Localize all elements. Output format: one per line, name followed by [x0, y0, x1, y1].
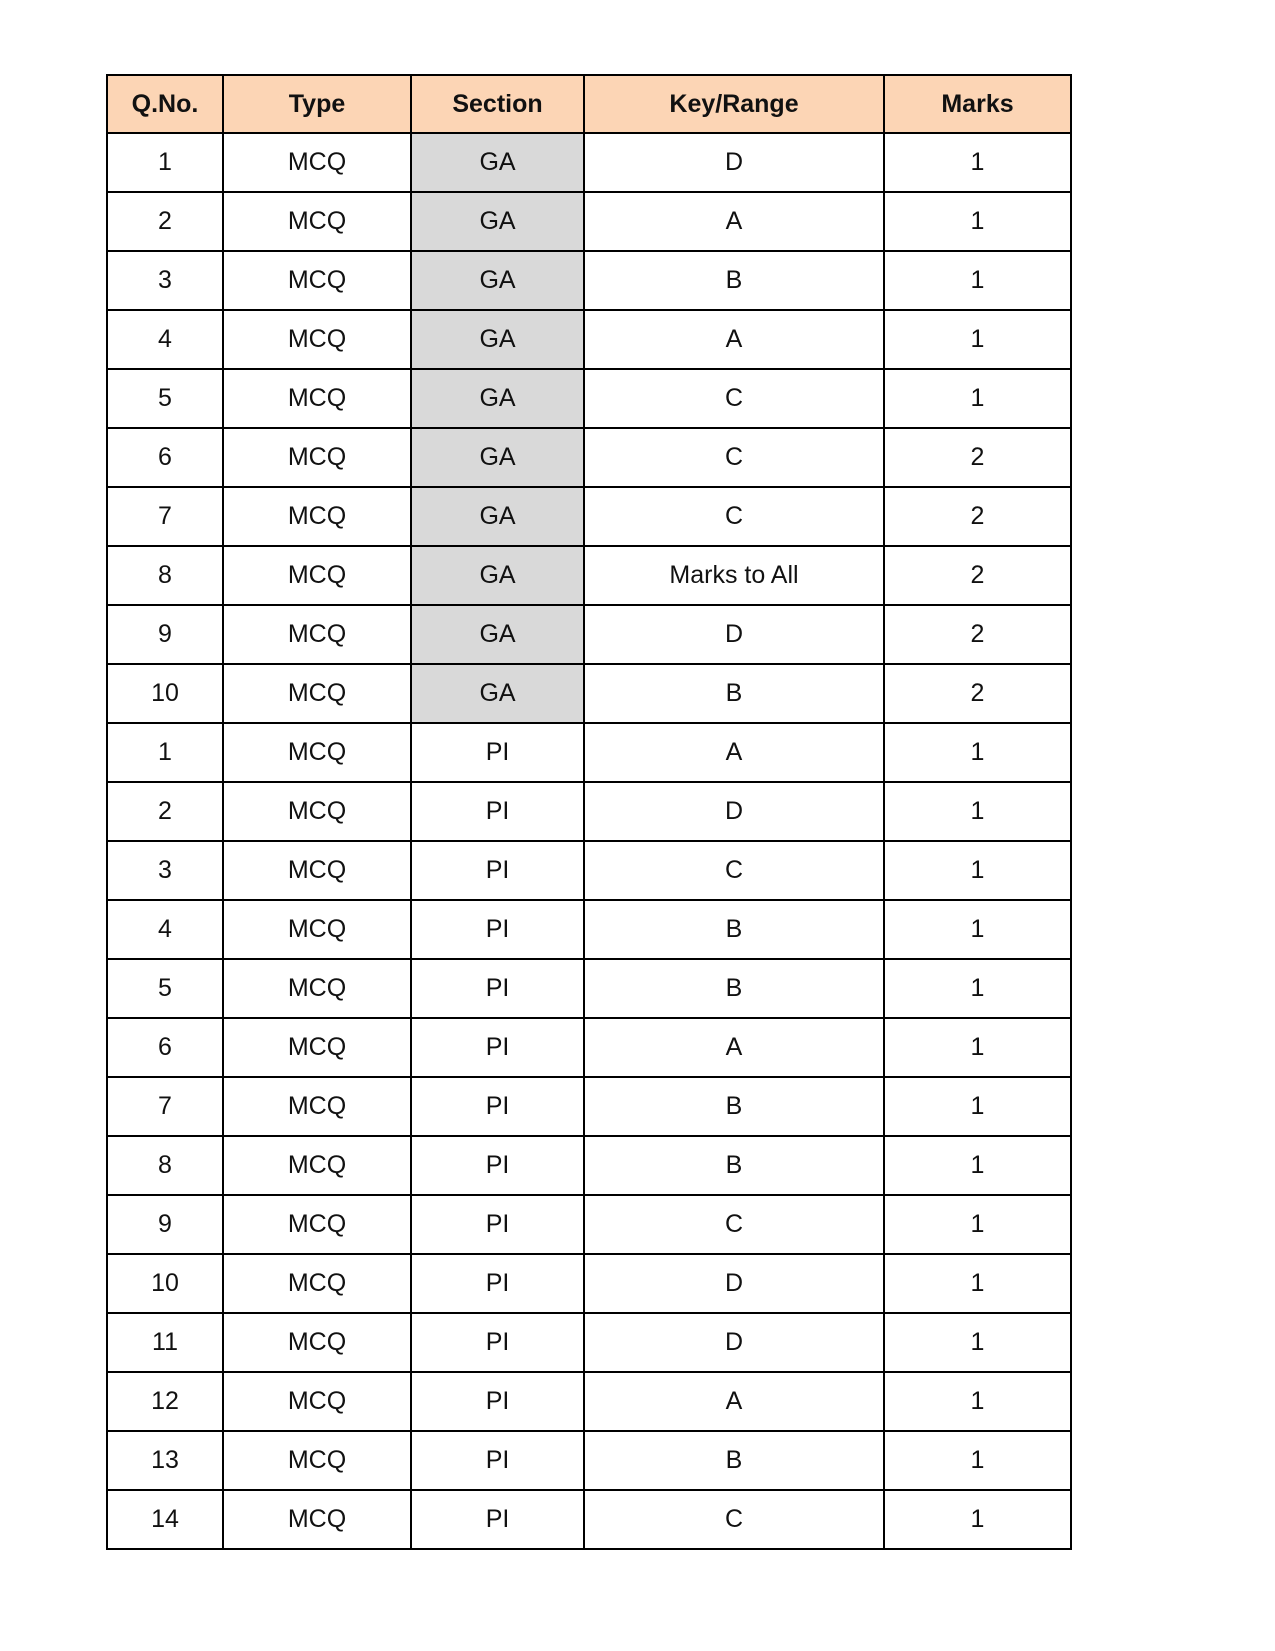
cell-type: MCQ — [223, 310, 411, 369]
cell-marks: 2 — [884, 605, 1071, 664]
cell-type: MCQ — [223, 1313, 411, 1372]
cell-type: MCQ — [223, 782, 411, 841]
cell-marks: 1 — [884, 1254, 1071, 1313]
cell-section: PI — [411, 1077, 584, 1136]
cell-type: MCQ — [223, 664, 411, 723]
cell-marks: 1 — [884, 900, 1071, 959]
cell-marks: 1 — [884, 192, 1071, 251]
cell-key-range: C — [584, 369, 884, 428]
cell-marks: 1 — [884, 1136, 1071, 1195]
cell-section: PI — [411, 959, 584, 1018]
table-row — [107, 782, 1071, 841]
table-row — [107, 428, 1071, 487]
cell-section: GA — [411, 369, 584, 428]
cell-marks: 1 — [884, 1490, 1071, 1549]
cell-key-range: B — [584, 1077, 884, 1136]
cell-marks: 1 — [884, 1313, 1071, 1372]
cell-type: MCQ — [223, 1254, 411, 1313]
cell-qno: 13 — [107, 1431, 223, 1490]
cell-section: PI — [411, 900, 584, 959]
cell-marks: 1 — [884, 1077, 1071, 1136]
cell-qno: 5 — [107, 369, 223, 428]
cell-key-range: C — [584, 487, 884, 546]
cell-section: GA — [411, 546, 584, 605]
cell-type: MCQ — [223, 487, 411, 546]
cell-qno: 2 — [107, 782, 223, 841]
cell-marks: 1 — [884, 133, 1071, 192]
cell-key-range: B — [584, 900, 884, 959]
cell-key-range: A — [584, 723, 884, 782]
header-marks: Marks — [884, 75, 1071, 133]
cell-marks: 2 — [884, 664, 1071, 723]
cell-qno: 4 — [107, 900, 223, 959]
cell-section: GA — [411, 133, 584, 192]
cell-section: GA — [411, 605, 584, 664]
cell-type: MCQ — [223, 546, 411, 605]
cell-marks: 1 — [884, 1372, 1071, 1431]
cell-section: PI — [411, 1136, 584, 1195]
cell-type: MCQ — [223, 1195, 411, 1254]
cell-key-range: Marks to All — [584, 546, 884, 605]
table-row — [107, 723, 1071, 782]
cell-marks: 1 — [884, 251, 1071, 310]
table-row — [107, 546, 1071, 605]
cell-qno: 6 — [107, 428, 223, 487]
table-row — [107, 310, 1071, 369]
cell-section: PI — [411, 841, 584, 900]
table-row — [107, 841, 1071, 900]
cell-type: MCQ — [223, 841, 411, 900]
cell-key-range: D — [584, 782, 884, 841]
cell-section: PI — [411, 782, 584, 841]
cell-type: MCQ — [223, 192, 411, 251]
cell-key-range: C — [584, 1195, 884, 1254]
cell-section: GA — [411, 664, 584, 723]
cell-key-range: D — [584, 133, 884, 192]
cell-key-range: B — [584, 1136, 884, 1195]
cell-qno: 1 — [107, 133, 223, 192]
table-row — [107, 1490, 1071, 1549]
cell-type: MCQ — [223, 1077, 411, 1136]
table-row — [107, 959, 1071, 1018]
cell-type: MCQ — [223, 369, 411, 428]
table-row — [107, 1195, 1071, 1254]
cell-type: MCQ — [223, 1490, 411, 1549]
table-row — [107, 1254, 1071, 1313]
cell-qno: 14 — [107, 1490, 223, 1549]
table-row — [107, 1136, 1071, 1195]
cell-section: GA — [411, 310, 584, 369]
header-type: Type — [223, 75, 411, 133]
cell-key-range: B — [584, 664, 884, 723]
cell-key-range: C — [584, 428, 884, 487]
cell-qno: 11 — [107, 1313, 223, 1372]
cell-section: PI — [411, 1313, 584, 1372]
cell-qno: 9 — [107, 605, 223, 664]
cell-section: GA — [411, 192, 584, 251]
cell-type: MCQ — [223, 133, 411, 192]
cell-marks: 2 — [884, 546, 1071, 605]
cell-key-range: D — [584, 605, 884, 664]
cell-key-range: B — [584, 251, 884, 310]
cell-marks: 1 — [884, 959, 1071, 1018]
cell-qno: 9 — [107, 1195, 223, 1254]
cell-section: GA — [411, 487, 584, 546]
cell-qno: 3 — [107, 251, 223, 310]
cell-type: MCQ — [223, 251, 411, 310]
answer-key-table — [106, 74, 1072, 1550]
table-row — [107, 251, 1071, 310]
cell-type: MCQ — [223, 723, 411, 782]
cell-section: PI — [411, 1018, 584, 1077]
cell-qno: 10 — [107, 1254, 223, 1313]
cell-key-range: A — [584, 192, 884, 251]
cell-key-range: A — [584, 1018, 884, 1077]
cell-section: PI — [411, 1254, 584, 1313]
cell-type: MCQ — [223, 900, 411, 959]
cell-type: MCQ — [223, 1018, 411, 1077]
cell-qno: 6 — [107, 1018, 223, 1077]
table-row — [107, 1313, 1071, 1372]
cell-section: PI — [411, 1195, 584, 1254]
cell-qno: 8 — [107, 546, 223, 605]
cell-marks: 2 — [884, 428, 1071, 487]
cell-marks: 1 — [884, 1018, 1071, 1077]
cell-qno: 7 — [107, 1077, 223, 1136]
cell-type: MCQ — [223, 1136, 411, 1195]
cell-qno: 2 — [107, 192, 223, 251]
table-row — [107, 605, 1071, 664]
cell-section: PI — [411, 723, 584, 782]
cell-key-range: B — [584, 959, 884, 1018]
cell-section: PI — [411, 1490, 584, 1549]
cell-marks: 1 — [884, 782, 1071, 841]
cell-type: MCQ — [223, 428, 411, 487]
cell-key-range: A — [584, 1372, 884, 1431]
cell-type: MCQ — [223, 959, 411, 1018]
cell-marks: 2 — [884, 487, 1071, 546]
cell-type: MCQ — [223, 1431, 411, 1490]
cell-marks: 1 — [884, 1195, 1071, 1254]
cell-qno: 8 — [107, 1136, 223, 1195]
cell-section: GA — [411, 251, 584, 310]
table-row — [107, 664, 1071, 723]
cell-key-range: C — [584, 1490, 884, 1549]
cell-marks: 1 — [884, 1431, 1071, 1490]
cell-qno: 12 — [107, 1372, 223, 1431]
cell-marks: 1 — [884, 723, 1071, 782]
cell-key-range: D — [584, 1313, 884, 1372]
cell-type: MCQ — [223, 605, 411, 664]
header-row — [107, 75, 1071, 133]
header-section: Section — [411, 75, 584, 133]
cell-qno: 5 — [107, 959, 223, 1018]
cell-marks: 1 — [884, 369, 1071, 428]
table-row — [107, 487, 1071, 546]
cell-qno: 10 — [107, 664, 223, 723]
cell-key-range: C — [584, 841, 884, 900]
table-row — [107, 1077, 1071, 1136]
cell-marks: 1 — [884, 310, 1071, 369]
cell-type: MCQ — [223, 1372, 411, 1431]
table-row — [107, 369, 1071, 428]
cell-qno: 7 — [107, 487, 223, 546]
cell-qno: 3 — [107, 841, 223, 900]
table-row — [107, 1431, 1071, 1490]
table-body — [107, 133, 1071, 1549]
table-row — [107, 1372, 1071, 1431]
cell-key-range: D — [584, 1254, 884, 1313]
table-header — [107, 75, 1071, 133]
table-row — [107, 900, 1071, 959]
cell-key-range: B — [584, 1431, 884, 1490]
header-qno: Q.No. — [107, 75, 223, 133]
header-key-range: Key/Range — [584, 75, 884, 133]
cell-section: GA — [411, 428, 584, 487]
cell-section: PI — [411, 1372, 584, 1431]
table-row — [107, 192, 1071, 251]
cell-qno: 1 — [107, 723, 223, 782]
cell-section: PI — [411, 1431, 584, 1490]
cell-key-range: A — [584, 310, 884, 369]
table-row — [107, 133, 1071, 192]
table-row — [107, 1018, 1071, 1077]
cell-qno: 4 — [107, 310, 223, 369]
cell-marks: 1 — [884, 841, 1071, 900]
